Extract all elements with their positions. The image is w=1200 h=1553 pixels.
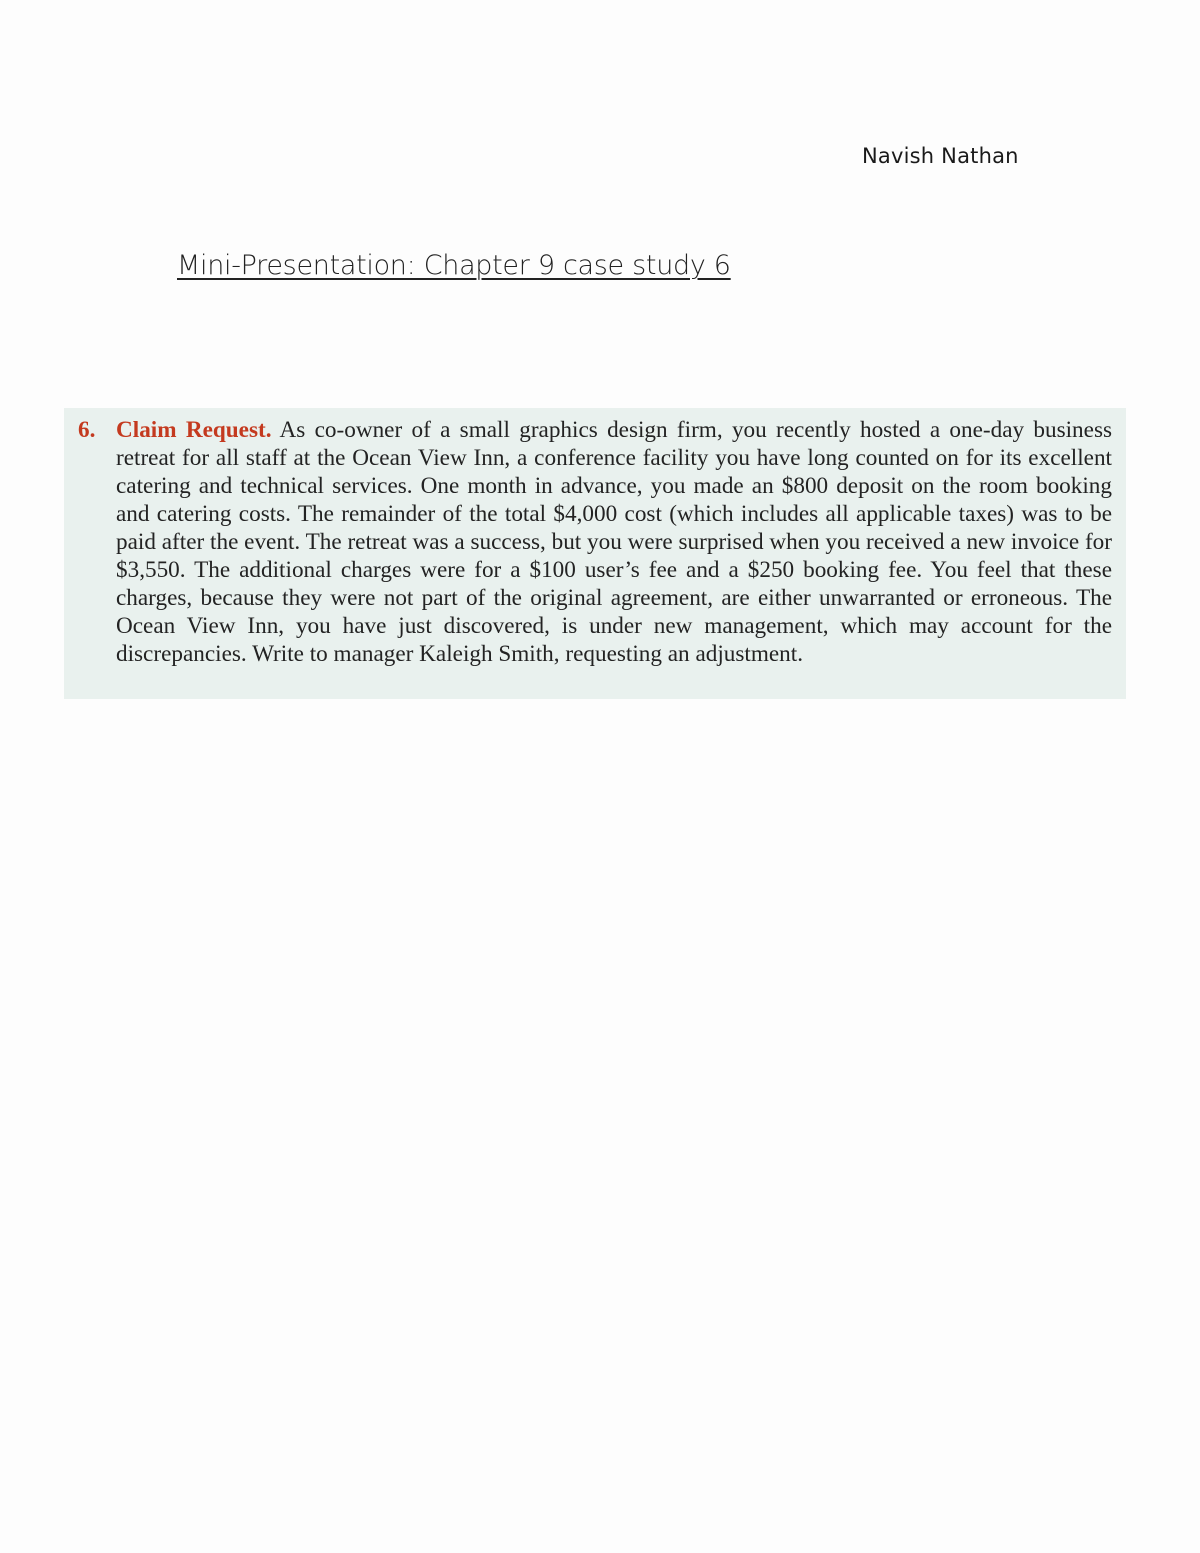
case-study-body: As co-owner of a small graphics design firm, you recently hosted a one-day business retreat for all staff at the Ocean View Inn, a conference facility you have long counted on for its excellent catering and technical services. One month in advance, you made an $800 deposit on the room booking and catering costs. The remainder of the total $4,000 cost (which includes all applicable taxes) was to be paid after the event. The retreat was a success, but you were surprised when you received a new invoice for $3,550. The additional charges were for a $100 user’s fee and a $250 booking fee. You feel that these charges, because they were not part of the original agreement, are either unwarranted or erroneous. The Ocean View Inn, you have just discovered, is under new management, which may account for the discrepancies. Write to manager Kaleigh Smith, requesting an adjustment. <box>116 417 1112 667</box>
case-study-number: 6. <box>78 417 96 443</box>
case-study-box <box>64 408 1126 699</box>
author-name: Navish Nathan <box>862 144 1019 168</box>
case-study-heading: Claim Request. <box>116 417 272 443</box>
page-title: Mini-Presentation: Chapter 9 case study 6 <box>177 250 731 281</box>
case-study-item <box>78 416 1112 668</box>
case-study-text <box>116 416 1112 668</box>
